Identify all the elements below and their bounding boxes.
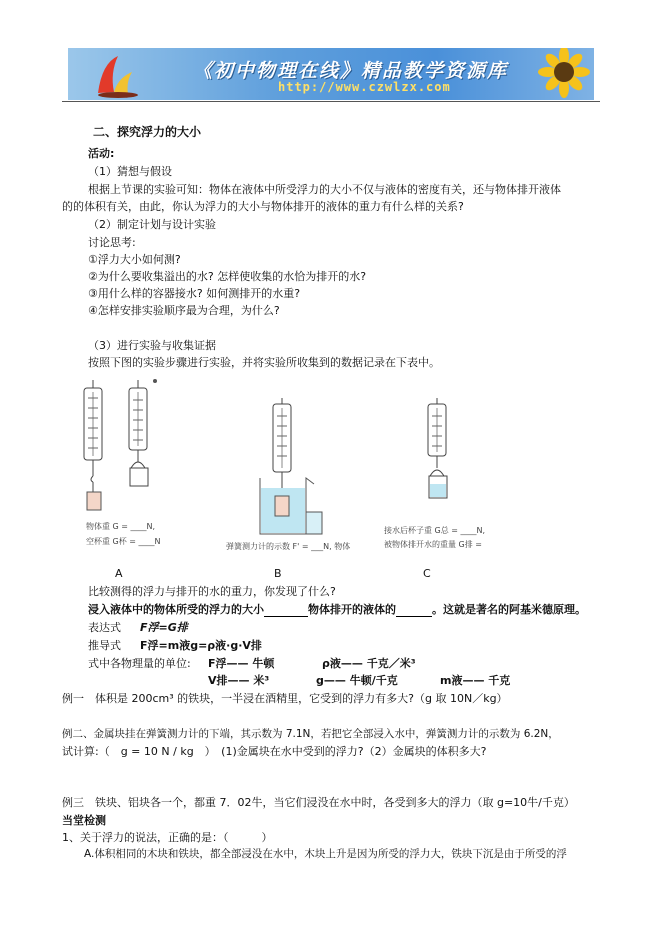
unit-g: g—— 牛顿/千克 <box>316 674 398 687</box>
spring-scale-a2 <box>129 380 148 486</box>
fig-a-text-1: 物体重 G = ____N, <box>86 522 156 531</box>
expression: F浮=G排 <box>140 621 188 634</box>
experiment-figure <box>80 378 500 558</box>
overflow-beaker <box>260 478 322 534</box>
compare-question: 比较测得的浮力与排开的水的重力，你发现了什么? <box>88 585 336 598</box>
quiz-question-1: 1、关于浮力的说法，正确的是：（ ） <box>62 831 273 844</box>
expression-label: 表达式 <box>88 621 121 634</box>
para1-line1: 根据上节课的实验可知：物体在液体中所受浮力的大小不仅与液体的密度有关，还与物体排开液体 <box>88 183 561 196</box>
question-1: ①浮力大小如何测? <box>88 253 181 266</box>
header-divider <box>62 101 600 102</box>
example-2-line2: 试计算:（ g = 10 N / kg ） (1)金属块在水中受到的浮力?（2）金属块的体积多大? <box>62 745 487 758</box>
blank-2[interactable] <box>396 603 432 617</box>
unit-f: F浮—— 牛顿 <box>208 657 275 670</box>
step-3: （3）进行实验与收集证据 <box>88 339 216 352</box>
figure-label-b: B <box>274 567 282 580</box>
fig-c-text-2: 被物体排开水的重量 G排 = <box>384 540 482 549</box>
fig-c-text-1: 接水后杯子重 G总 = ____N, <box>384 526 486 535</box>
banner-title: 《初中物理在线》精品教学资源库 <box>193 60 509 82</box>
step-1: （1）猜想与假设 <box>88 165 172 178</box>
step-2: （2）制定计划与设计实验 <box>88 218 216 231</box>
unit-rho: ρ液—— 千克／米³ <box>322 657 416 670</box>
fig-a-text-2: 空杯重 G杯 = ____N <box>86 537 161 546</box>
header-banner <box>68 48 594 100</box>
archimedes-principle <box>88 601 586 617</box>
unit-v: V排—— 米³ <box>208 674 270 687</box>
example-2-line1: 例二、金属块挂在弹簧测力计的下端，其示数为 7.1N，若把它全部浸入水中，弹簧测力计的示数为 6.2N， <box>62 728 559 740</box>
para3: 按照下图的实验步骤进行实验，并将实验所收集到的数据记录在下表中。 <box>88 356 440 369</box>
spring-scale-c <box>428 398 447 498</box>
blank-1[interactable] <box>264 603 308 617</box>
para1-line2: 的的体积有关，由此，你认为浮力的大小与物体排开的液体的重力有什么样的关系? <box>62 200 464 213</box>
spring-scale-a1 <box>84 380 102 492</box>
quiz-heading: 当堂检测 <box>62 814 106 827</box>
unit-m: m液—— 千克 <box>440 674 511 687</box>
principle-part-2: 物体排开的液体的 <box>308 603 396 616</box>
derivation-label: 推导式 <box>88 639 121 652</box>
question-2: ②为什么要收集溢出的水? 怎样使收集的水恰为排开的水? <box>88 270 367 283</box>
derivation: F浮=m液g=ρ液·g·V排 <box>140 639 262 652</box>
fig-b-text-1: 弹簧测力计的示数 F' = ___N, 物体 <box>226 542 351 551</box>
quiz-option-a: A.体积相同的木块和铁块，都全部浸没在水中，木块上升是因为所受的浮力大，铁块下沉是由于所受的浮 <box>84 848 567 860</box>
activity-label: 活动: <box>88 147 115 160</box>
figure-label-c: C <box>423 567 431 580</box>
banner-url[interactable]: http://www.czwlzx.com <box>278 80 451 94</box>
figure-label-a: A <box>115 567 123 580</box>
discuss-label: 讨论思考: <box>88 236 136 249</box>
object-block <box>87 492 101 510</box>
principle-part-1: 浸入液体中的物体所受的浮力的大小 <box>88 603 264 616</box>
site-logo-icon <box>88 48 148 100</box>
example-3: 例三 铁块、铝块各一个，都重 7．02牛，当它们浸没在水中时，各受到多大的浮力（取 g=10牛/千克） <box>62 796 575 809</box>
question-3: ③用什么样的容器接水? 如何测排开的水重? <box>88 287 301 300</box>
principle-part-3: 。这就是著名的阿基米德原理。 <box>432 603 586 616</box>
example-1: 例一 体积是 200cm³ 的铁块，一半浸在酒精里，它受到的浮力有多大?（g 取 10N／kg） <box>62 692 508 705</box>
question-4: ④怎样安排实验顺序最为合理，为什么? <box>88 304 280 317</box>
spring-scale-b <box>273 398 291 496</box>
sunflower-icon <box>524 48 594 100</box>
section-heading: 二、探究浮力的大小 <box>93 125 202 139</box>
units-label: 式中各物理量的单位: <box>88 657 191 670</box>
